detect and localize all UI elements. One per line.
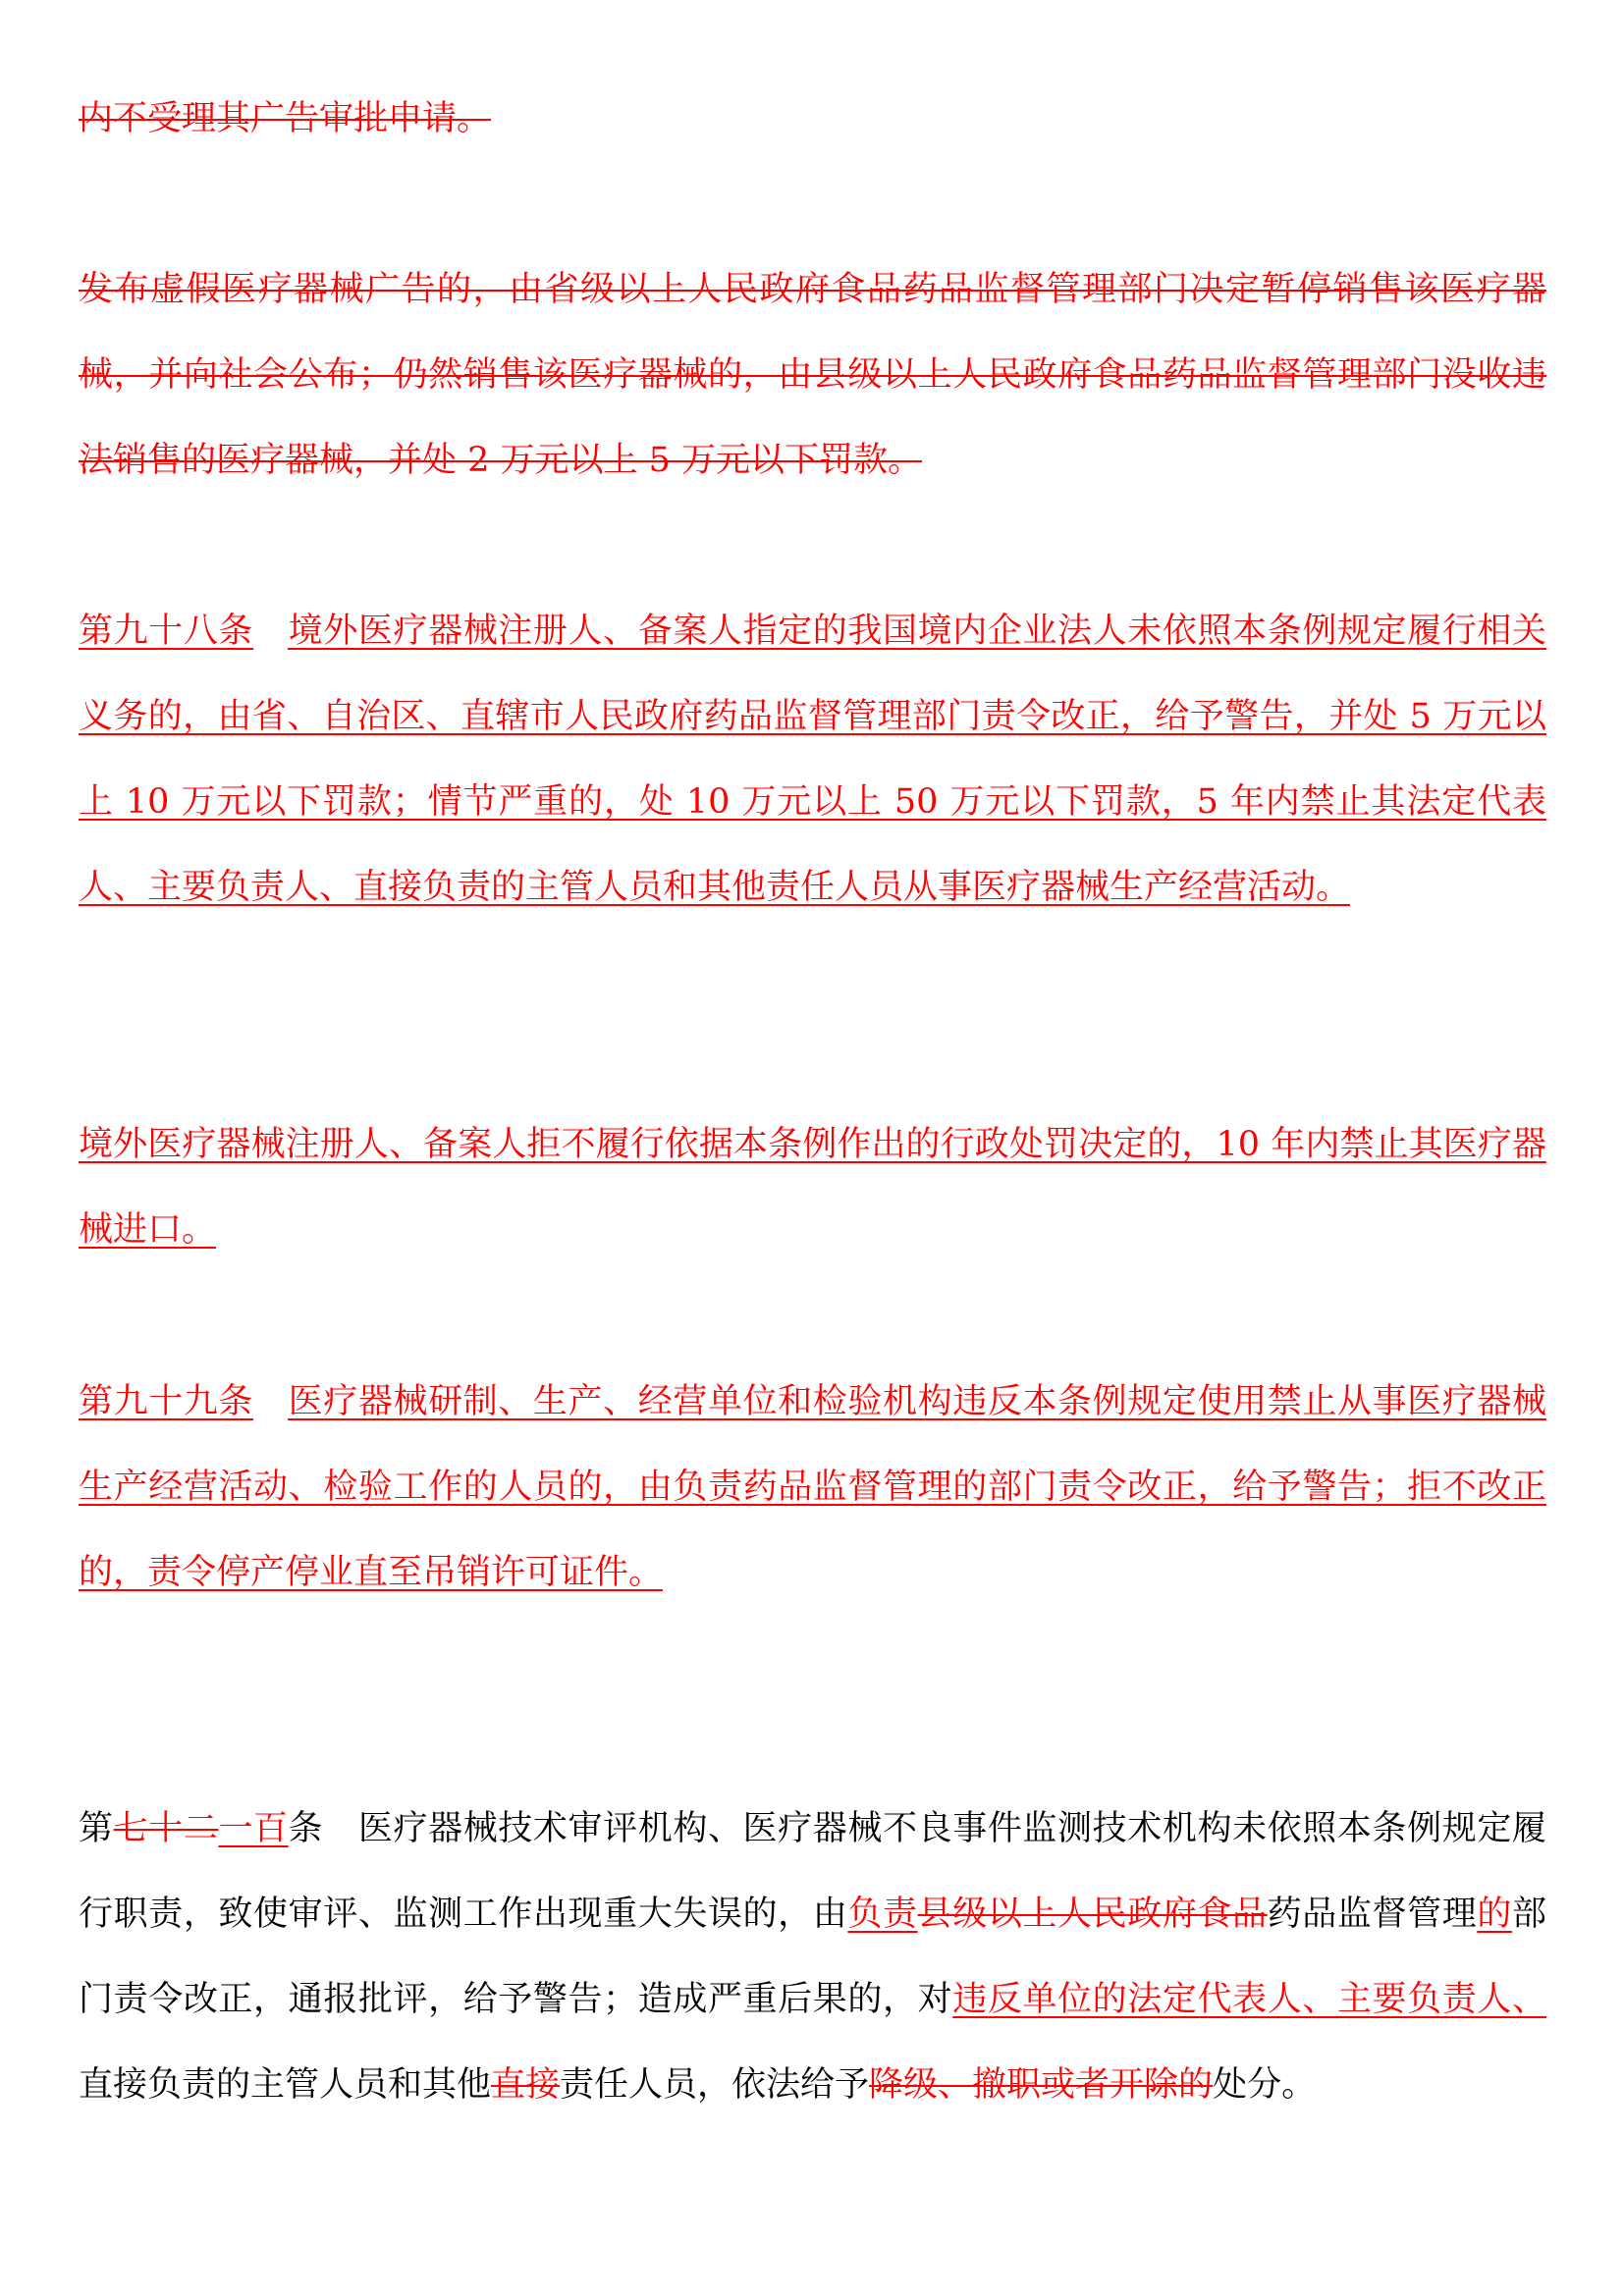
- body-text: 直接负责的主管人员和其他: [79, 2065, 492, 2105]
- paragraph-false-advertising: [79, 247, 1546, 504]
- deleted-article-number: 七十二: [113, 1809, 219, 1848]
- deleted-text: 发布虚假医疗器械广告的，由省级以上人民政府食品药品监督管理部门决定暂停销售该医疗器械，并向社会公布；仍然销售该医疗器械的，由县级以上人民政府食品药品监督管理部门没收违法销售的医疗器械，并处 2 万元以上 5 万元以下罚款。: [79, 270, 1546, 480]
- body-text: 部门责令改正，通报批评，给予警告；造成严重后果的，对: [79, 1895, 1546, 2019]
- body-text: 医疗器械技术审评机构、医疗器械不良事件监测技术机构未依照本条例规定履行职责，致使审评、监测工作出现重大失误的，由: [79, 1809, 1546, 1934]
- inserted-article-number: 一百: [218, 1809, 289, 1848]
- article-99: [79, 1360, 1546, 1616]
- inserted-text: 负责: [847, 1895, 918, 1934]
- deleted-text: 县级以上人民政府食品: [917, 1895, 1268, 1934]
- article-99-heading: 第九十九条 医疗器械研制、生产、经营单位和检验机构违反本条例规定使用禁止从事医疗器械生产经营活动、检验工作的人员的，由负责药品监督管理的部门责令改正，给予警告；拒不改正的，责令停产停业直至吊销许可证件。: [79, 1382, 1546, 1592]
- inserted-text: 的: [1477, 1895, 1512, 1934]
- body-text: 责任人员，依法给予: [560, 2065, 870, 2105]
- deleted-text: 直接: [491, 2065, 561, 2105]
- inserted-text: 境外医疗器械注册人、备案人拒不履行依据本条例作出的行政处罚决定的，10 年内禁止其医疗器械进口。: [79, 1125, 1546, 1250]
- deleted-text: 内不受理其广告审批申请。: [79, 99, 492, 138]
- article-suffix: 条: [288, 1809, 324, 1848]
- deleted-text: 降级、撤职或者开除的: [869, 2065, 1214, 2105]
- body-text: 处分。: [1213, 2065, 1317, 2105]
- article-prefix: 第: [79, 1809, 114, 1848]
- article-98: [79, 589, 1546, 931]
- article-100: [79, 1787, 1546, 2128]
- article-99-body: 医疗器械研制、生产、经营单位和检验机构违反本条例规定使用禁止从事医疗器械生产经营活动、检验工作的人员的，由负责药品监督管理的部门责令改正，给予警告；拒不改正的，责令停产停业直至吊销许可证件。: [79, 1382, 1546, 1592]
- article-98-heading: 第九十八条 境外医疗器械注册人、备案人指定的我国境内企业法人未依照本条例规定履行相关义务的，由省、自治区、直辖市人民政府药品监督管理部门责令改正，给予警告，并处 5 万元以上 10 万元以下罚款；情节严重的，处 10 万元以上 50 万元以下罚款，5 年内禁止其法定代表人、主要负责人、直接负责的主管人员和其他责任人员从事医疗器械生产经营活动。: [79, 612, 1546, 907]
- article-98-body: 境外医疗器械注册人、备案人指定的我国境内企业法人未依照本条例规定履行相关义务的，由省、自治区、直辖市人民政府药品监督管理部门责令改正，给予警告，并处 5 万元以上 10 万元以下罚款；情节严重的，处 10 万元以上 50 万元以下罚款，5 年内禁止其法定代表人、主要负责人、直接负责的主管人员和其他责任人员从事医疗器械生产经营活动。: [79, 612, 1546, 907]
- paragraph-ad-approval-end: [79, 77, 1546, 162]
- paragraph-import-ban: [79, 1102, 1546, 1273]
- inserted-text: 违反单位的法定代表人、主要负责人、: [952, 1980, 1546, 2019]
- body-text: 药品监督管理: [1267, 1895, 1478, 1934]
